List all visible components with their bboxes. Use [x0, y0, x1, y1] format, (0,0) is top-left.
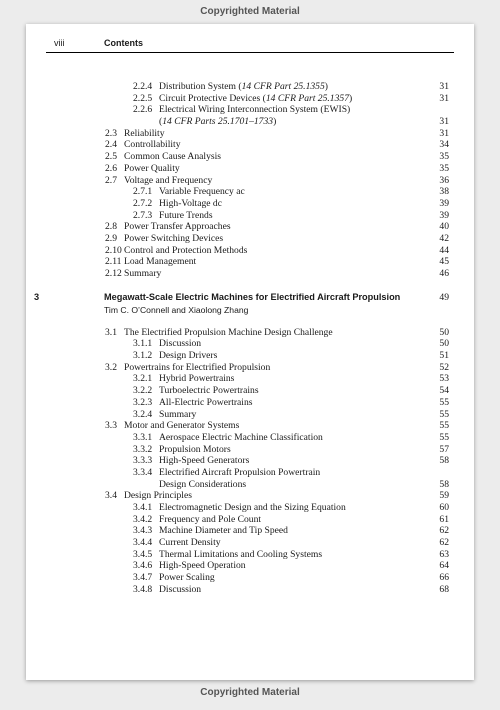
toc-section-number: 3.2.4: [133, 408, 153, 420]
toc-page-number: 31: [439, 127, 449, 139]
toc-row[interactable]: [26, 373, 474, 385]
toc-section-number: 2.9: [105, 232, 117, 244]
toc-section-number: 3.4: [105, 490, 117, 502]
toc-section-number: 2.2.5: [133, 92, 153, 104]
toc-row[interactable]: [26, 397, 474, 409]
toc-section-number: 3.4.8: [133, 583, 153, 595]
toc-section-number: 3.4.6: [133, 560, 153, 572]
toc-section-title: [159, 397, 253, 409]
toc-title-text: Discussion: [159, 583, 202, 595]
copyright-watermark-bottom: Copyrighted Material: [200, 687, 300, 698]
toc-title-text: Summary: [124, 268, 162, 279]
toc-page-number: 58: [439, 478, 449, 490]
toc-title-citation: 14 CFR Parts 25.1701–1733: [162, 116, 274, 128]
toc-page-number: 52: [439, 361, 449, 373]
toc-row[interactable]: [26, 116, 474, 128]
toc-section-title: [104, 292, 400, 304]
toc-page-number: 46: [439, 268, 449, 279]
toc-section-title: [159, 514, 261, 526]
running-head-title: Contents: [104, 38, 143, 48]
header-rule: [46, 52, 454, 53]
toc-section-title: [159, 455, 249, 467]
toc-row[interactable]: [26, 338, 474, 350]
toc-title-text: Machine Diameter and Tip Speed: [159, 525, 288, 537]
toc-title-text: Future Trends: [159, 209, 213, 221]
toc-section-title: [159, 373, 234, 385]
toc-section-title: [124, 221, 231, 233]
toc-title-text: Power Transfer Approaches: [124, 221, 231, 233]
toc-section-title: [124, 175, 212, 187]
toc-page-number: 35: [439, 151, 449, 163]
toc-title-citation: 14 CFR Part 25.1357: [265, 92, 349, 104]
toc-row[interactable]: [26, 104, 474, 116]
toc-section-title: [124, 327, 333, 339]
toc-title-text: Propulsion Motors: [159, 443, 231, 455]
page-number: viii: [54, 38, 65, 48]
toc-title-text: Voltage and Frequency: [124, 174, 213, 186]
toc-row[interactable]: [26, 128, 474, 140]
toc-section-number: 3: [34, 291, 40, 302]
toc-section-number: 3.3.3: [133, 455, 153, 467]
toc-section-title: [159, 502, 346, 514]
toc-row[interactable]: [26, 572, 474, 584]
toc-section-number: 2.7.3: [133, 209, 153, 221]
toc-section-title: [159, 537, 221, 549]
toc-row[interactable]: [26, 479, 474, 491]
toc-title-text: Frequency and Pole Count: [159, 513, 262, 525]
toc-title-text: Thermal Limitations and Cooling Systems: [159, 548, 323, 560]
toc-title-text: Megawatt-Scale Electric Machines for Electrified Aircraft Propulsion: [104, 291, 401, 302]
toc-section-title: [159, 444, 231, 456]
toc-title-text: Turboelectric Powertrains: [159, 385, 259, 397]
toc-page-number: 45: [439, 256, 449, 268]
toc-page-number: 35: [439, 162, 449, 174]
toc-section-title: [124, 151, 221, 163]
toc-title-text: Power Quality: [124, 162, 180, 174]
book-page: [26, 24, 474, 680]
toc-section-number: 3.4.5: [133, 548, 153, 560]
toc-row[interactable]: [26, 420, 474, 432]
toc-row[interactable]: [26, 502, 474, 514]
toc-title-text: Aerospace Electric Machine Classification: [159, 431, 323, 443]
toc-row[interactable]: [26, 93, 474, 105]
toc-title-text: Design Principles: [124, 490, 192, 502]
toc-page-number: 55: [439, 408, 449, 420]
toc-section-title: [159, 116, 276, 128]
toc-section-title: [124, 245, 247, 257]
toc-section-number: 3.2.2: [133, 385, 153, 397]
toc-section-title: [124, 128, 165, 140]
toc-section-title: [159, 186, 245, 198]
toc-page-number: 39: [439, 209, 449, 221]
toc-title-text: Hybrid Powertrains: [159, 373, 235, 385]
toc-section-number: 3.3: [105, 420, 117, 432]
toc-section-number: 3.4.7: [133, 572, 153, 584]
toc-row[interactable]: [26, 409, 474, 421]
chapter-authors: [26, 305, 474, 327]
toc-section-title: [159, 338, 201, 350]
toc-row[interactable]: [26, 256, 474, 268]
toc-row[interactable]: [26, 151, 474, 163]
toc-row[interactable]: [26, 233, 474, 245]
toc-section-number: 3.3.4: [133, 466, 153, 478]
toc-row[interactable]: [26, 186, 474, 198]
toc-section-title: [159, 479, 246, 491]
toc-section-title: [124, 490, 192, 502]
toc-section-title: [159, 104, 350, 116]
toc-section-number: 3.4.2: [133, 513, 153, 525]
toc-title-text: Design Considerations: [159, 478, 247, 490]
toc-title-text: Design Drivers: [159, 350, 218, 362]
toc-section-title: [124, 362, 270, 374]
toc-section-title: [159, 385, 259, 397]
toc-section-number: 3.4.4: [133, 537, 153, 549]
toc-row[interactable]: [26, 362, 474, 374]
toc-section-number: 2.12: [105, 268, 122, 279]
toc-page-number: 50: [439, 326, 449, 338]
toc-section-number: 2.6: [105, 162, 117, 174]
toc-title-text: Motor and Generator Systems: [124, 420, 240, 432]
toc-row[interactable]: [26, 444, 474, 456]
toc-section-number: 2.2.6: [133, 104, 153, 116]
toc-row[interactable]: [26, 525, 474, 537]
toc-row[interactable]: [26, 81, 474, 93]
toc-page-number: 62: [439, 537, 449, 549]
toc-row[interactable]: [26, 350, 474, 362]
toc-page-number: 61: [439, 513, 449, 525]
toc-section-number: 2.10: [105, 244, 122, 256]
toc-row[interactable]: [26, 268, 474, 280]
toc-section-number: 2.7: [105, 174, 117, 186]
toc-title-text: Electromagnetic Design and the Sizing Equation: [159, 502, 346, 513]
toc-page-number: 55: [439, 420, 449, 432]
toc-section-title: [124, 139, 181, 151]
toc-title-text: All-Electric Powertrains: [159, 396, 253, 408]
toc-row[interactable]: [26, 432, 474, 444]
table-of-contents: [26, 81, 474, 596]
toc-page-number: 49: [439, 291, 449, 303]
toc-title-text: (: [159, 116, 163, 128]
toc-row[interactable]: [26, 139, 474, 151]
toc-section-title: [159, 198, 222, 210]
toc-title-text: Control and Protection Methods: [124, 244, 248, 256]
toc-row[interactable]: [26, 455, 474, 467]
toc-title-text: Load Management: [124, 256, 197, 268]
toc-row[interactable]: [26, 327, 474, 339]
toc-row[interactable]: [26, 549, 474, 561]
toc-title-text: Discussion: [159, 338, 202, 350]
toc-section-number: 3.1.1: [133, 338, 153, 350]
toc-title-text: Current Density: [159, 537, 221, 549]
toc-page-number: 50: [439, 338, 449, 350]
toc-row[interactable]: [26, 385, 474, 397]
toc-section-title: [124, 163, 180, 175]
toc-title-text: Power Switching Devices: [124, 232, 224, 244]
toc-page-number: 54: [439, 385, 449, 397]
toc-section-number: 2.8: [105, 221, 117, 233]
copyright-watermark-top: Copyrighted Material: [200, 6, 300, 17]
toc-title-text: The Electrified Propulsion Machine Design Challenge: [124, 326, 333, 338]
toc-title-text: High-Speed Operation: [159, 560, 246, 572]
toc-row[interactable]: [26, 490, 474, 502]
toc-row[interactable]: [26, 210, 474, 222]
toc-section-title: [159, 432, 323, 444]
toc-section-title: [159, 467, 320, 479]
toc-section-title: [159, 81, 328, 93]
toc-section-number: 3.2.3: [133, 396, 153, 408]
toc-page-number: 68: [439, 583, 449, 595]
toc-page-number: 60: [439, 502, 449, 513]
toc-title-text: Distribution System (: [159, 81, 242, 92]
toc-page-number: 57: [439, 443, 449, 455]
toc-section-number: 3.2.1: [133, 373, 153, 385]
toc-title-citation: 14 CFR Part 25.1355: [241, 81, 325, 92]
toc-page-number: 31: [439, 92, 449, 104]
toc-section-title: [159, 350, 217, 362]
toc-section-number: 2.7.2: [133, 197, 153, 209]
toc-title-text: Electrical Wiring Interconnection System (EWIS): [159, 104, 351, 116]
toc-section-number: 3.4.3: [133, 525, 153, 537]
toc-page-number: 62: [439, 525, 449, 537]
toc-section-number: 3.4.1: [133, 502, 153, 513]
toc-section-number: 3.3.2: [133, 443, 153, 455]
toc-page-number: 38: [439, 186, 449, 198]
toc-section-title: [124, 268, 161, 280]
running-head: [46, 38, 454, 52]
toc-title-text: Reliability: [124, 127, 165, 139]
toc-title-text: Common Cause Analysis: [124, 151, 222, 163]
toc-title-text: Power Scaling: [159, 572, 215, 584]
toc-title-text: Summary: [159, 408, 197, 420]
toc-page-number: 51: [439, 350, 449, 362]
toc-row[interactable]: [26, 221, 474, 233]
toc-row[interactable]: [26, 467, 474, 479]
toc-row[interactable]: [26, 514, 474, 526]
toc-section-number: 2.3: [105, 127, 117, 139]
toc-section-title: [159, 210, 213, 222]
toc-title-text: High-Speed Generators: [159, 455, 250, 467]
toc-page-number: 58: [439, 455, 449, 467]
toc-title-text: Controllability: [124, 139, 181, 151]
toc-page-number: 36: [439, 174, 449, 186]
toc-row[interactable]: [26, 245, 474, 257]
toc-title-suffix: ): [273, 116, 277, 128]
toc-title-text: Powertrains for Electrified Propulsion: [124, 361, 271, 373]
toc-section-number: 2.11: [105, 256, 122, 268]
toc-page-number: 63: [439, 548, 449, 560]
toc-section-number: 2.7.1: [133, 186, 153, 198]
toc-section-number: 2.5: [105, 151, 117, 163]
toc-section-number: 3.1: [105, 326, 117, 338]
toc-title-suffix: ): [349, 92, 353, 104]
toc-title-text: Electrified Aircraft Propulsion Powertrain: [159, 466, 321, 478]
toc-section-number: 2.4: [105, 139, 117, 151]
toc-section-title: [159, 572, 215, 584]
toc-page-number: 55: [439, 431, 449, 443]
toc-row[interactable]: [26, 163, 474, 175]
toc-page-number: 66: [439, 572, 449, 584]
toc-section-title: [159, 584, 201, 596]
toc-row[interactable]: [26, 584, 474, 596]
toc-section-title: [159, 93, 352, 105]
toc-page-number: 55: [439, 396, 449, 408]
toc-row[interactable]: [26, 560, 474, 572]
toc-title-text: Variable Frequency ac: [159, 186, 245, 198]
toc-section-title: [124, 420, 239, 432]
toc-title-suffix: ): [324, 81, 328, 92]
toc-page-number: 44: [439, 244, 449, 256]
toc-section-number: 3.2: [105, 361, 117, 373]
toc-section-title: [159, 549, 322, 561]
toc-page-number: 59: [439, 490, 449, 502]
toc-section-number: 3.1.2: [133, 350, 153, 362]
toc-section-title: [124, 256, 196, 268]
toc-section-title: [159, 409, 196, 421]
toc-section-title: [159, 525, 288, 537]
toc-page-number: 31: [439, 116, 449, 128]
toc-page-number: 42: [439, 232, 449, 244]
toc-page-number: 34: [439, 139, 449, 151]
toc-page-number: 53: [439, 373, 449, 385]
toc-section-number: 2.2.4: [133, 81, 153, 92]
toc-title-text: High-Voltage dc: [159, 197, 222, 209]
toc-page-number: 31: [439, 81, 449, 92]
toc-row[interactable]: [26, 537, 474, 549]
toc-section-title: [159, 560, 246, 572]
toc-row[interactable]: [26, 198, 474, 210]
toc-chapter-row[interactable]: [26, 292, 474, 305]
authors-text: Tim C. O’Connell and Xiaolong Zhang: [104, 304, 249, 315]
toc-row[interactable]: [26, 175, 474, 187]
toc-section-title: [124, 233, 223, 245]
toc-page-number: 39: [439, 197, 449, 209]
toc-page-number: 64: [439, 560, 449, 572]
toc-title-text: Circuit Protective Devices (: [159, 92, 266, 104]
toc-section-number: 3.3.1: [133, 431, 153, 443]
toc-page-number: 40: [439, 221, 449, 233]
toc-spacer: [26, 280, 474, 292]
